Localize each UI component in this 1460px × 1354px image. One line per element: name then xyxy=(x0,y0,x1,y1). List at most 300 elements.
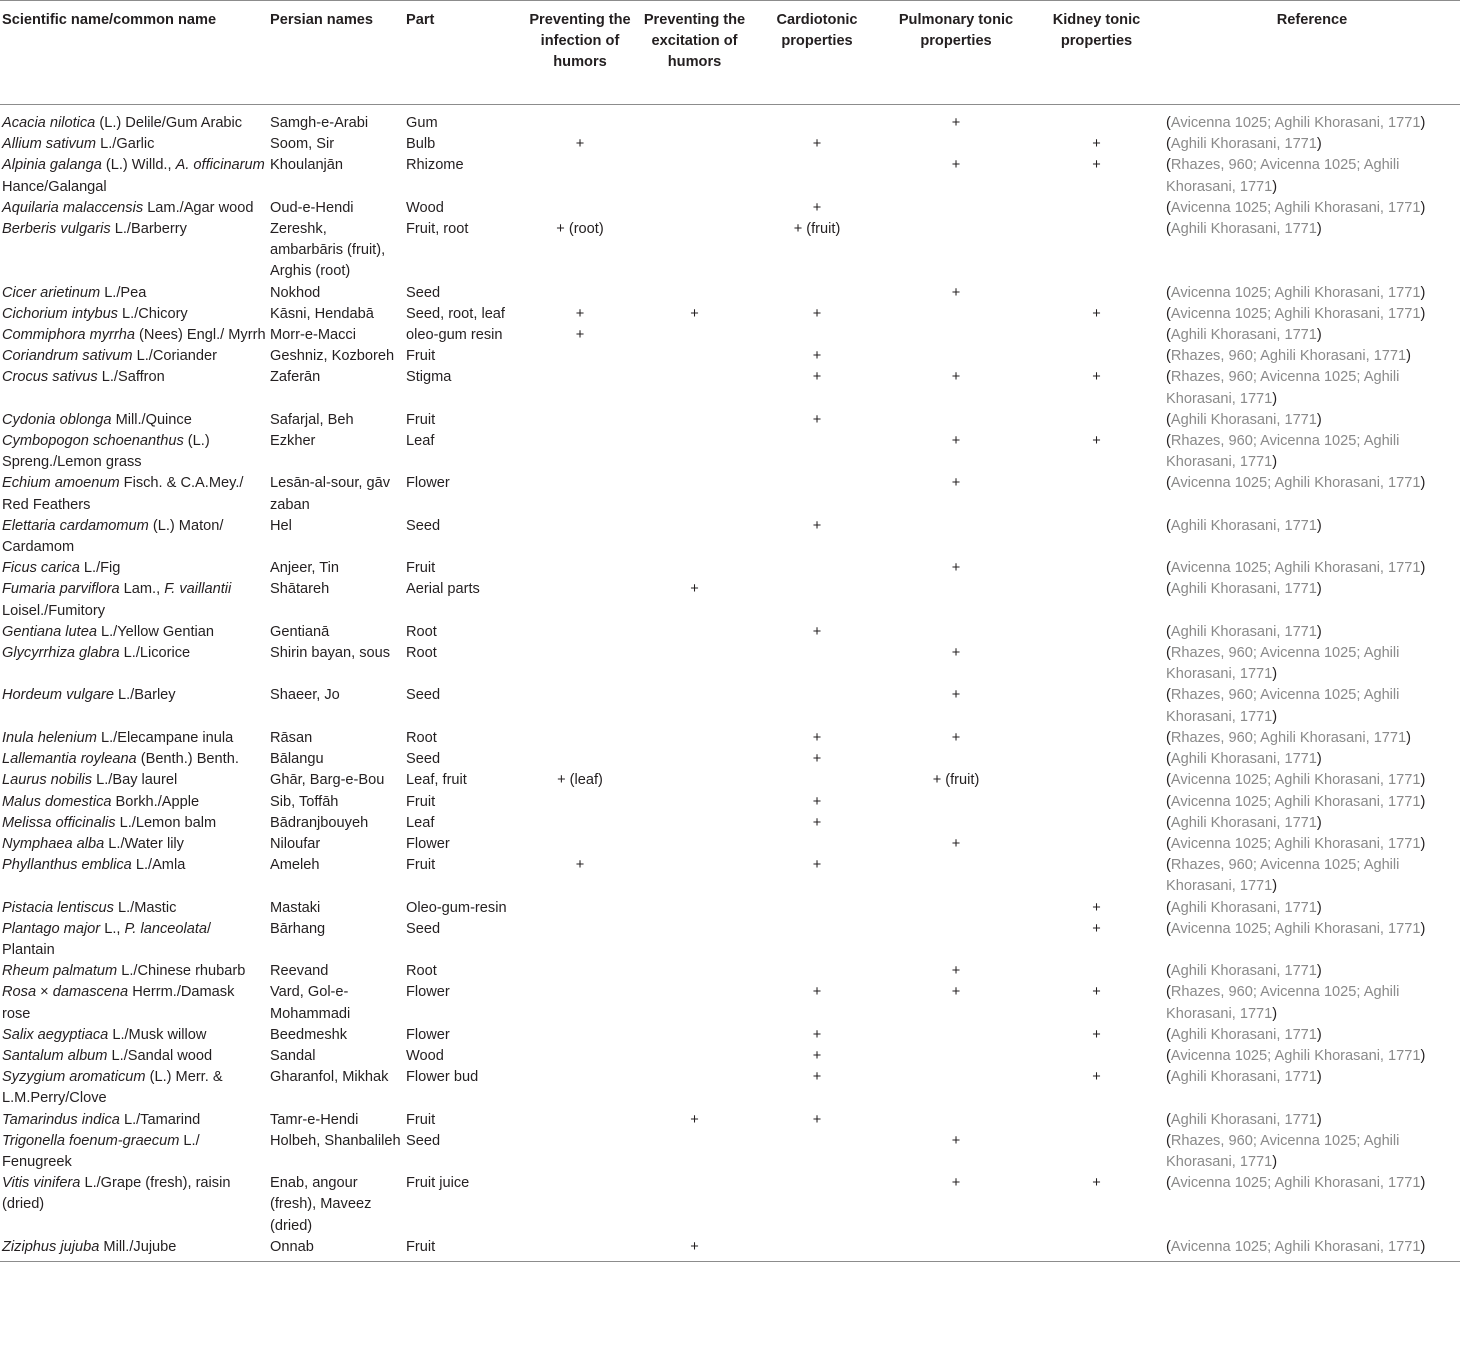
citation-link[interactable]: Avicenna 1025; Aghili Khorasani, 1771 xyxy=(1170,835,1421,852)
scientific-name-cell xyxy=(0,134,268,155)
authority-common-name: L., xyxy=(100,920,125,937)
authority-common-name: (Nees) Engl./ Myrrh xyxy=(135,327,266,344)
paren-close: ) xyxy=(1316,1069,1322,1086)
persian-name-cell: Anjeer, Tin xyxy=(270,560,339,577)
header-part: Part xyxy=(404,1,522,105)
citation-link[interactable]: Avicenna 1025; Aghili Khorasani, 1771 xyxy=(1170,772,1421,789)
pulmonary-cell xyxy=(883,1110,1029,1131)
header-excitation: Preventing the excitation of humors xyxy=(638,1,751,105)
infection-cell xyxy=(522,558,638,579)
scientific-name-cell xyxy=(0,813,268,834)
part-cell: Stigma xyxy=(406,369,452,386)
paren-close: ) xyxy=(1420,1047,1426,1064)
infection-cell xyxy=(522,367,638,409)
persian-name-cell: Zaferān xyxy=(270,369,321,386)
reference-cell xyxy=(1164,1110,1460,1131)
citation-link[interactable]: Aghili Khorasani, 1771 xyxy=(1170,136,1317,153)
persian-name-cell: Morr-e-Macci xyxy=(270,327,356,344)
citation-link[interactable]: Avicenna 1025; Aghili Khorasani, 1771 xyxy=(1170,560,1421,577)
paren-open: ( xyxy=(1166,284,1171,301)
cardiotonic-cell xyxy=(751,155,883,197)
paren-open: ( xyxy=(1166,963,1171,980)
scientific-name-cell xyxy=(0,410,268,431)
persian-name-cell: Onnab xyxy=(268,1237,404,1262)
part-cell: Root xyxy=(406,623,437,640)
part-cell: Fruit xyxy=(406,560,436,577)
part-cell: Wood xyxy=(406,199,444,216)
part-cell: Flower bud xyxy=(406,1069,479,1086)
paren-open: ( xyxy=(1166,835,1171,852)
pulmonary-cell: + xyxy=(951,284,961,301)
citation-link[interactable]: Avicenna 1025; Aghili Khorasani, 1771 xyxy=(1170,793,1421,810)
citation-link[interactable]: Aghili Khorasani, 1771 xyxy=(1170,411,1317,428)
paren-open: ( xyxy=(1166,920,1171,937)
reference-cell xyxy=(1164,749,1460,770)
pulmonary-cell xyxy=(883,898,1029,919)
reference-cell xyxy=(1164,558,1460,579)
part-cell: oleo-gum resin xyxy=(406,327,503,344)
header-scientific-name: Scientific name/common name xyxy=(0,1,268,105)
species-name: Salix aegyptiaca xyxy=(2,1026,109,1043)
infection-cell xyxy=(522,622,638,643)
reference-cell xyxy=(1164,579,1460,621)
cardiotonic-cell: + xyxy=(812,517,822,534)
table-row xyxy=(0,1046,1460,1067)
citation-link[interactable]: Avicenna 1025; Aghili Khorasani, 1771 xyxy=(1170,920,1421,937)
authority-common-name: Mill./Jujube xyxy=(99,1238,177,1255)
table-row xyxy=(0,728,1460,749)
paren-close: ) xyxy=(1420,772,1426,789)
reference-cell xyxy=(1164,1025,1460,1046)
species-name: Cymbopogon schoenanthus xyxy=(2,433,184,450)
paren-close: ) xyxy=(1316,751,1322,768)
species-name: Vitis vinifera xyxy=(2,1175,81,1192)
species-name: Tamarindus indica xyxy=(2,1111,120,1128)
citation-link[interactable]: Avicenna 1025; Aghili Khorasani, 1771 xyxy=(1170,284,1421,301)
persian-name-cell: Ghār, Barg-e-Bou xyxy=(270,772,385,789)
paren-close: ) xyxy=(1420,793,1426,810)
citation-link[interactable]: Rhazes, 960; Avicenna 1025; Aghili Khorasani, 1771 xyxy=(1166,433,1400,471)
cardiotonic-cell: + xyxy=(812,136,822,153)
table-row xyxy=(0,304,1460,325)
persian-name-cell: Nokhod xyxy=(270,284,321,301)
cardiotonic-cell: + xyxy=(812,305,822,322)
citation-link[interactable]: Aghili Khorasani, 1771 xyxy=(1170,814,1317,831)
species-name: Cicer arietinum xyxy=(2,284,101,301)
excitation-cell xyxy=(638,1131,751,1173)
table-row xyxy=(0,155,1460,197)
header-pulmonary: Pulmonary tonic properties xyxy=(883,1,1029,105)
citation-link[interactable]: Aghili Khorasani, 1771 xyxy=(1170,623,1317,640)
species-name: Nymphaea alba xyxy=(2,835,105,852)
paren-open: ( xyxy=(1166,517,1171,534)
scientific-name-cell xyxy=(0,919,268,961)
kidney-cell: + xyxy=(1092,305,1101,322)
scientific-name-cell xyxy=(0,792,268,813)
species-name: Melissa officinalis xyxy=(2,814,116,831)
cardiotonic-cell xyxy=(751,961,883,982)
authority-common-name: L./Grape (fresh), raisin (dried) xyxy=(2,1175,231,1213)
table-row xyxy=(0,898,1460,919)
excitation-cell xyxy=(638,431,751,473)
persian-name-cell: Niloufar xyxy=(270,835,321,852)
citation-link[interactable]: Avicenna 1025; Aghili Khorasani, 1771 xyxy=(1170,475,1421,492)
paren-open: ( xyxy=(1166,751,1171,768)
citation-link[interactable]: Aghili Khorasani, 1771 xyxy=(1170,899,1317,916)
table-row xyxy=(0,855,1460,897)
reference-cell xyxy=(1164,855,1460,897)
paren-close: ) xyxy=(1316,623,1322,640)
table-row xyxy=(0,749,1460,770)
kidney-cell: + xyxy=(1092,920,1101,937)
infection-cell xyxy=(522,516,638,558)
paren-close: ) xyxy=(1420,199,1426,216)
table-row xyxy=(0,1237,1460,1262)
species-name: Crocus sativus xyxy=(2,369,98,386)
excitation-cell xyxy=(638,105,751,135)
scientific-name-cell xyxy=(0,367,268,409)
part-cell: Leaf xyxy=(406,433,435,450)
persian-name-cell: Reevand xyxy=(270,963,329,980)
species-name: Rosa xyxy=(2,984,37,1001)
citation-link[interactable]: Avicenna 1025; Aghili Khorasani, 1771 xyxy=(1170,305,1421,322)
citation-link[interactable]: Rhazes, 960; Avicenna 1025; Aghili Khorasani, 1771 xyxy=(1166,369,1400,407)
citation-link[interactable]: Avicenna 1025; Aghili Khorasani, 1771 xyxy=(1170,1175,1421,1192)
infection-cell xyxy=(522,1046,638,1067)
persian-name-cell: Rāsan xyxy=(270,729,313,746)
reference-cell xyxy=(1164,622,1460,643)
authority-common-name: L./Mastic xyxy=(113,899,177,916)
cardiotonic-cell: + xyxy=(812,1069,822,1086)
authority-common-name: / Plantain xyxy=(2,920,212,958)
scientific-name-cell xyxy=(0,982,268,1024)
authority-common-name: L./ Fenugreek xyxy=(2,1132,200,1170)
part-cell: Rhizome xyxy=(406,157,464,174)
kidney-cell xyxy=(1029,325,1164,346)
species-name: Coriandrum sativum xyxy=(2,348,133,365)
part-cell: Root xyxy=(406,729,437,746)
kidney-cell xyxy=(1029,346,1164,367)
citation-link[interactable]: Avicenna 1025; Aghili Khorasani, 1771 xyxy=(1170,199,1421,216)
species-name: Berberis vulgaris xyxy=(2,221,111,238)
kidney-cell xyxy=(1029,643,1164,685)
excitation-cell xyxy=(638,685,751,727)
kidney-cell xyxy=(1029,1110,1164,1131)
citation-link[interactable]: Rhazes, 960; Aghili Khorasani, 1771 xyxy=(1170,348,1407,365)
citation-link[interactable]: Avicenna 1025; Aghili Khorasani, 1771 xyxy=(1170,115,1421,131)
kidney-cell xyxy=(1029,685,1164,727)
header-persian-names: Persian names xyxy=(268,1,404,105)
table-row xyxy=(0,105,1460,135)
kidney-cell xyxy=(1029,516,1164,558)
authority-common-name: L./Elecampane inula xyxy=(96,729,234,746)
part-cell: Fruit xyxy=(406,348,436,365)
table-row xyxy=(0,516,1460,558)
infection-cell: + xyxy=(575,305,585,322)
part-cell: Flower xyxy=(406,475,450,492)
reference-cell xyxy=(1164,1046,1460,1067)
citation-link[interactable]: Aghili Khorasani, 1771 xyxy=(1170,1111,1317,1128)
paren-open: ( xyxy=(1166,348,1171,365)
cardiotonic-cell xyxy=(751,1237,883,1262)
paren-close: ) xyxy=(1420,305,1426,322)
kidney-cell xyxy=(1029,834,1164,855)
species-name: Plantago major xyxy=(2,920,101,937)
kidney-cell xyxy=(1029,105,1164,135)
table-row xyxy=(0,622,1460,643)
paren-open: ( xyxy=(1166,199,1171,216)
excitation-cell: + xyxy=(638,1237,751,1262)
reference-cell xyxy=(1164,919,1460,961)
infection-cell xyxy=(522,898,638,919)
reference-cell xyxy=(1164,134,1460,155)
authority-common-name: (L.) Spreng./Lemon grass xyxy=(2,433,210,471)
pulmonary-cell: + xyxy=(951,115,961,131)
pulmonary-cell xyxy=(883,622,1029,643)
scientific-name-cell xyxy=(0,1131,268,1173)
persian-name-cell: Safarjal, Beh xyxy=(270,411,354,428)
kidney-cell: + xyxy=(1092,1175,1101,1192)
species-name: Echium amoenum xyxy=(2,475,120,492)
citation-link[interactable]: Aghili Khorasani, 1771 xyxy=(1170,327,1317,344)
infection-cell xyxy=(522,728,638,749)
paren-close: ) xyxy=(1420,475,1426,492)
scientific-name-cell xyxy=(0,855,268,897)
persian-name-cell: Ameleh xyxy=(270,857,320,874)
paren-close: ) xyxy=(1272,1005,1278,1022)
paren-close: ) xyxy=(1272,708,1278,725)
part-cell: Flower xyxy=(406,984,450,1001)
persian-name-cell: Khoulanjān xyxy=(270,157,344,174)
part-cell: Seed xyxy=(406,517,441,534)
citation-link[interactable]: Aghili Khorasani, 1771 xyxy=(1170,1026,1317,1043)
citation-link[interactable]: Aghili Khorasani, 1771 xyxy=(1170,1069,1317,1086)
pulmonary-cell: + xyxy=(951,157,961,174)
reference-cell xyxy=(1164,728,1460,749)
pulmonary-cell xyxy=(883,198,1029,219)
cardiotonic-cell xyxy=(751,283,883,304)
citation-link[interactable]: Aghili Khorasani, 1771 xyxy=(1170,963,1317,980)
kidney-cell xyxy=(1029,579,1164,621)
table-row xyxy=(0,473,1460,515)
excitation-cell xyxy=(638,792,751,813)
part-cell: Flower xyxy=(406,1026,450,1043)
cardiotonic-cell: + xyxy=(812,348,822,365)
persian-name-cell: Gentianā xyxy=(270,623,330,640)
scientific-name-cell xyxy=(0,105,268,135)
paren-open: ( xyxy=(1166,581,1171,598)
cardiotonic-cell xyxy=(751,431,883,473)
paren-close: ) xyxy=(1316,899,1322,916)
infection-cell xyxy=(522,961,638,982)
excitation-cell xyxy=(638,325,751,346)
table-row xyxy=(0,283,1460,304)
citation-link[interactable]: Avicenna 1025; Aghili Khorasani, 1771 xyxy=(1170,1238,1421,1255)
species-name: Ficus carica xyxy=(2,560,80,577)
paren-close: ) xyxy=(1272,1153,1278,1170)
table-row xyxy=(0,1025,1460,1046)
reference-cell xyxy=(1164,325,1460,346)
cardiotonic-cell: + xyxy=(812,751,822,768)
excitation-cell xyxy=(638,155,751,197)
cardiotonic-cell xyxy=(751,1131,883,1173)
authority-common-name: Borkh./Apple xyxy=(111,793,200,810)
scientific-name-cell xyxy=(0,643,268,685)
reference-cell xyxy=(1164,410,1460,431)
paren-open: ( xyxy=(1166,687,1171,704)
paren-open: ( xyxy=(1166,1111,1171,1128)
pulmonary-cell xyxy=(883,304,1029,325)
part-cell: Leaf, fruit xyxy=(406,772,467,789)
citation-link[interactable]: Rhazes, 960; Avicenna 1025; Aghili Khorasani, 1771 xyxy=(1166,157,1400,195)
part-cell: Aerial parts xyxy=(406,581,480,598)
paren-open: ( xyxy=(1166,772,1171,789)
cardiotonic-cell xyxy=(751,558,883,579)
part-cell: Seed xyxy=(406,920,441,937)
reference-cell xyxy=(1164,367,1460,409)
part-cell: Oleo-gum-resin xyxy=(406,899,507,916)
infection-cell xyxy=(522,919,638,961)
authority-common-name: L./Garlic xyxy=(96,136,155,153)
infection-cell xyxy=(522,1237,638,1262)
reference-cell xyxy=(1164,1067,1460,1109)
paren-close: ) xyxy=(1420,284,1426,301)
excitation-cell xyxy=(638,134,751,155)
citation-link[interactable]: Avicenna 1025; Aghili Khorasani, 1771 xyxy=(1170,1047,1421,1064)
authority-common-name: (L.) Maton/ Cardamom xyxy=(2,517,224,556)
part-cell: Fruit xyxy=(406,411,436,428)
persian-name-cell: Gharanfol, Mikhak xyxy=(270,1069,389,1086)
table-row xyxy=(0,919,1460,961)
pulmonary-cell: + xyxy=(951,475,961,492)
kidney-cell xyxy=(1029,961,1164,982)
reference-cell xyxy=(1164,283,1460,304)
persian-name-cell: Hel xyxy=(270,517,292,534)
citation-link[interactable]: Rhazes, 960; Avicenna 1025; Aghili Khorasani, 1771 xyxy=(1166,1132,1400,1170)
kidney-cell xyxy=(1029,792,1164,813)
scientific-name-cell xyxy=(0,155,268,197)
paren-open: ( xyxy=(1166,1175,1171,1192)
authority-common-name: L./Musk willow xyxy=(108,1026,207,1043)
paren-open: ( xyxy=(1166,1132,1171,1149)
citation-link[interactable]: Aghili Khorasani, 1771 xyxy=(1170,517,1317,534)
table-row xyxy=(0,961,1460,982)
paren-open: ( xyxy=(1166,115,1171,131)
citation-link[interactable]: Aghili Khorasani, 1771 xyxy=(1170,221,1317,238)
reference-cell xyxy=(1164,346,1460,367)
citation-link[interactable]: Rhazes, 960; Avicenna 1025; Aghili Khorasani, 1771 xyxy=(1166,984,1400,1022)
authority-common-name: L./Bay laurel xyxy=(92,772,178,789)
infection-cell: + xyxy=(575,136,585,153)
citation-link[interactable]: Aghili Khorasani, 1771 xyxy=(1170,751,1317,768)
authority-common-name: Loisel./Fumitory xyxy=(2,602,105,619)
infection-cell xyxy=(522,1067,638,1109)
excitation-cell xyxy=(638,919,751,961)
persian-name-cell: Samgh-e-Arabi xyxy=(270,115,369,131)
paren-close: ) xyxy=(1316,963,1322,980)
table-row xyxy=(0,643,1460,685)
table-row xyxy=(0,198,1460,219)
scientific-name-cell xyxy=(0,219,268,283)
pulmonary-cell: + xyxy=(951,984,961,1001)
excitation-cell xyxy=(638,558,751,579)
paren-open: ( xyxy=(1166,433,1171,450)
scientific-name-cell xyxy=(0,346,268,367)
persian-name-cell: Tamr-e-Hendi xyxy=(270,1111,359,1128)
paren-close: ) xyxy=(1420,920,1426,937)
species-name: F. vaillantii xyxy=(164,581,232,598)
paren-close: ) xyxy=(1420,1238,1426,1255)
cardiotonic-cell xyxy=(751,105,883,135)
citation-link[interactable]: Rhazes, 960; Avicenna 1025; Aghili Khorasani, 1771 xyxy=(1166,645,1400,683)
species-name: A. officinarum xyxy=(175,157,265,174)
reference-cell xyxy=(1164,770,1460,791)
citation-link[interactable]: Rhazes, 960; Aghili Khorasani, 1771 xyxy=(1170,729,1407,746)
authority-common-name: L./Barley xyxy=(113,687,176,704)
pulmonary-cell: + xyxy=(951,729,961,746)
paren-close: ) xyxy=(1272,178,1278,195)
part-cell: Flower xyxy=(406,835,450,852)
infection-cell xyxy=(522,792,638,813)
persian-name-cell: Kāsni, Hendabā xyxy=(270,305,374,322)
excitation-cell xyxy=(638,516,751,558)
part-cell: Root xyxy=(406,963,437,980)
reference-cell xyxy=(1164,1173,1460,1237)
species-name: Laurus nobilis xyxy=(2,772,93,789)
citation-link[interactable]: Aghili Khorasani, 1771 xyxy=(1170,581,1317,598)
excitation-cell xyxy=(638,855,751,897)
paren-close: ) xyxy=(1272,454,1278,471)
infection-cell xyxy=(522,431,638,473)
paren-open: ( xyxy=(1166,899,1171,916)
scientific-name-cell xyxy=(0,198,268,219)
table-row xyxy=(0,834,1460,855)
species-name: Ziziphus jujuba xyxy=(2,1238,100,1255)
persian-name-cell: Enab, angour (fresh), Maveez (dried) xyxy=(270,1175,372,1234)
kidney-cell xyxy=(1029,855,1164,897)
infection-cell xyxy=(522,643,638,685)
paren-open: ( xyxy=(1166,560,1171,577)
part-cell: Wood xyxy=(406,1047,444,1064)
cardiotonic-cell xyxy=(751,770,883,791)
kidney-cell xyxy=(1029,283,1164,304)
persian-name-cell: Bādranjbouyeh xyxy=(270,814,369,831)
citation-link[interactable]: Rhazes, 960; Avicenna 1025; Aghili Khorasani, 1771 xyxy=(1166,857,1400,895)
header-kidney: Kidney tonic properties xyxy=(1029,1,1164,105)
kidney-cell xyxy=(1029,198,1164,219)
paren-close: ) xyxy=(1316,136,1322,153)
infection-cell xyxy=(522,1173,638,1237)
kidney-cell xyxy=(1029,813,1164,834)
species-name: Hordeum vulgare xyxy=(2,687,114,704)
cardiotonic-cell: + xyxy=(812,814,822,831)
persian-name-cell: Bārhang xyxy=(270,920,326,937)
part-cell: Leaf xyxy=(406,814,435,831)
paren-open: ( xyxy=(1166,327,1171,344)
infection-cell xyxy=(522,410,638,431)
species-name: Lallemantia royleana xyxy=(2,751,137,768)
authority-common-name: Fisch. & C.A.Mey./ Red Feathers xyxy=(2,475,244,513)
authority-common-name: L./Water lily xyxy=(104,835,184,852)
citation-link[interactable]: Rhazes, 960; Avicenna 1025; Aghili Khorasani, 1771 xyxy=(1166,687,1400,725)
table-row xyxy=(0,792,1460,813)
infection-cell xyxy=(522,346,638,367)
part-cell: Bulb xyxy=(406,136,436,153)
excitation-cell xyxy=(638,198,751,219)
scientific-name-cell xyxy=(0,770,268,791)
table-row xyxy=(0,770,1460,791)
authority-common-name: L./Coriander xyxy=(132,348,217,365)
